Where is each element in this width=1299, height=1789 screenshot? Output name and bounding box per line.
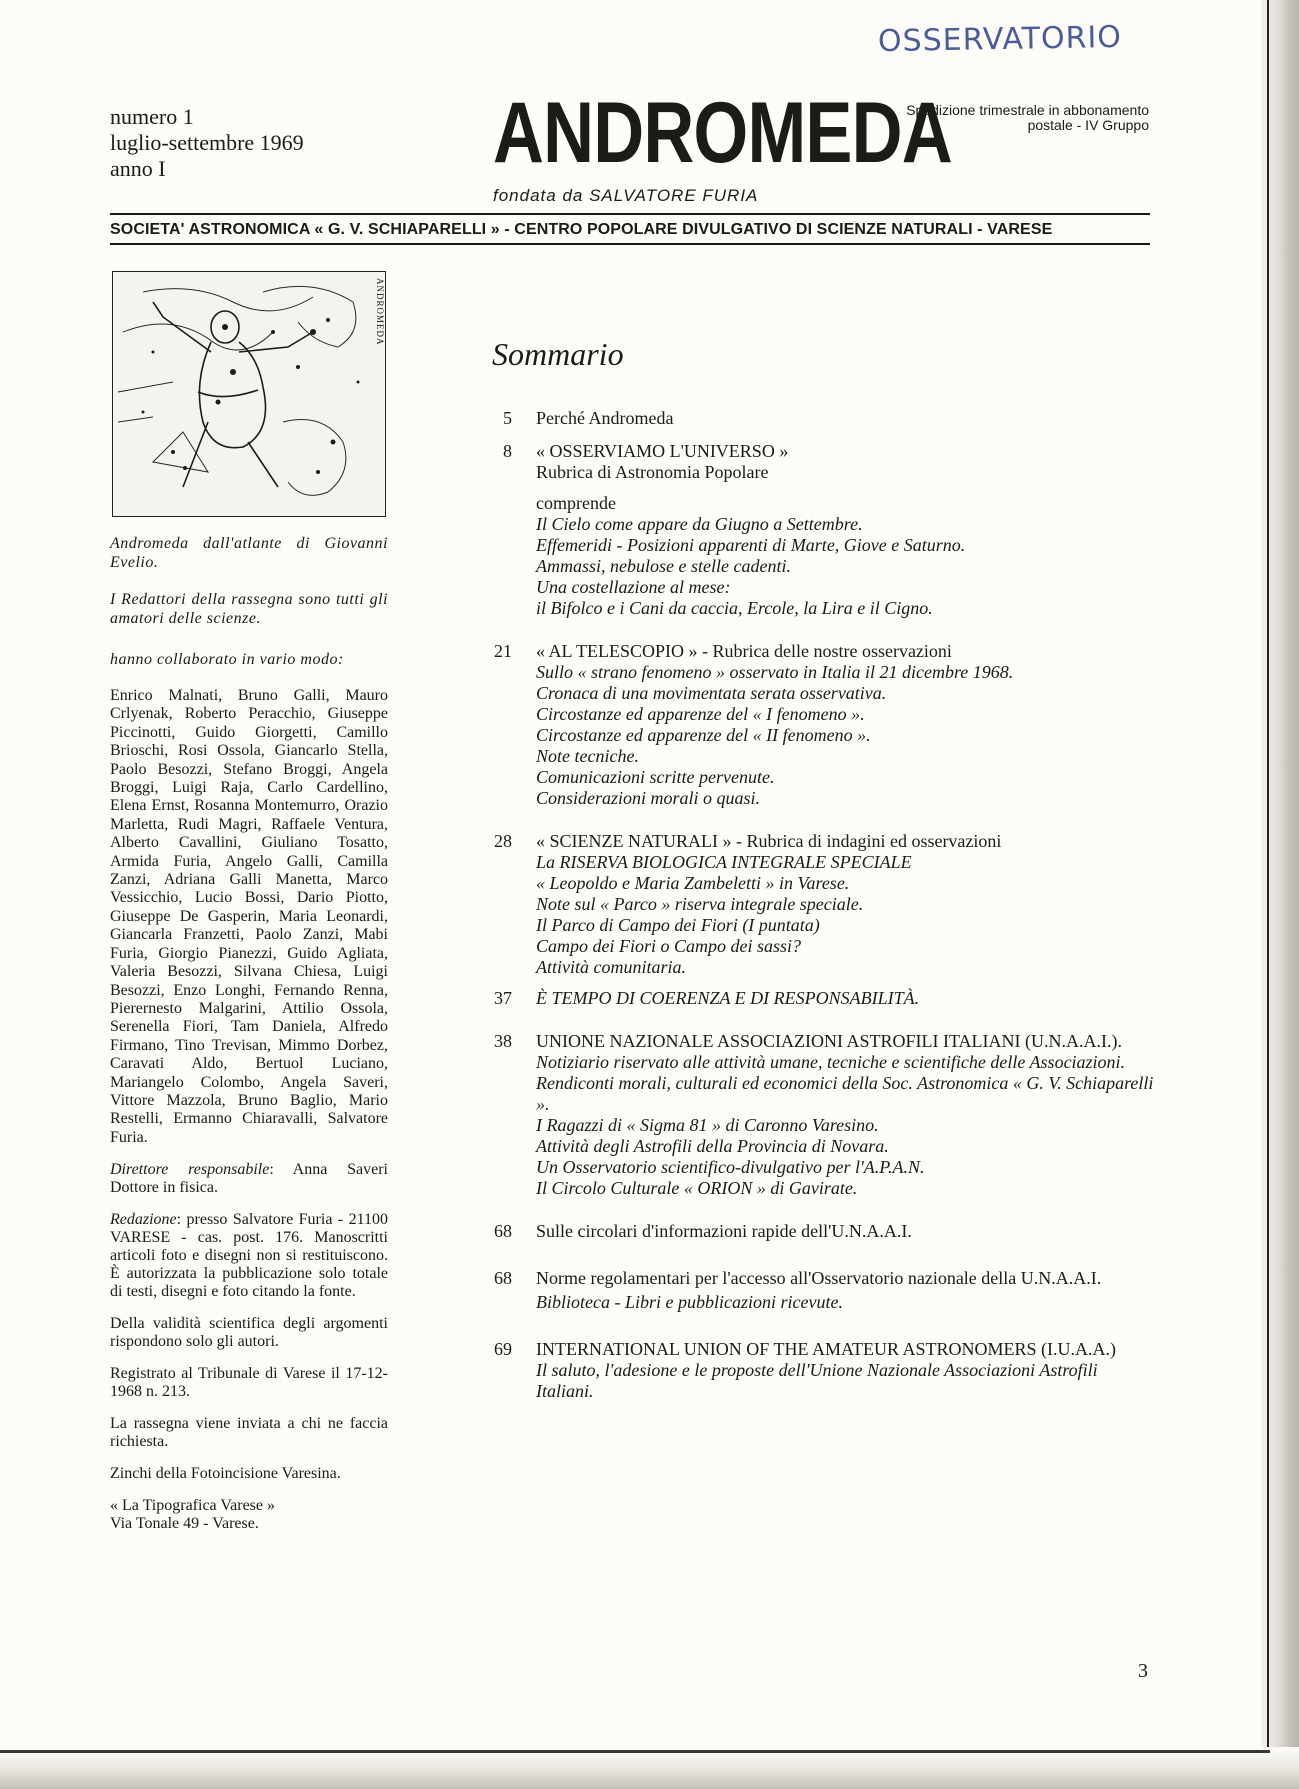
toc-entry xyxy=(478,1031,1158,1199)
shipping-note xyxy=(906,103,1149,133)
header-rule-bottom xyxy=(110,243,1150,245)
shipping-line-1: Spedizione trimestrale in abbonamento xyxy=(906,102,1149,118)
printer-address: Via Tonale 49 - Varese. xyxy=(110,1515,259,1533)
toc-title: INTERNATIONAL UNION OF THE AMATEUR ASTRONOMERS (I.U.A.A.) xyxy=(536,1339,1116,1359)
toc-subitem: Considerazioni morali o quasi. xyxy=(536,788,761,808)
redactors-note: I Redattori della rassegna sono tutti gli amatori delle scienze. xyxy=(110,591,388,627)
printer-name: « La Tipografica Varese » xyxy=(110,1497,275,1515)
registration-note: Registrato al Tribunale di Varese il 17-12-1968 n. 213. xyxy=(110,1365,388,1401)
toc-subitem: Circostanze ed apparenze del « I fenomeno ». xyxy=(536,704,865,724)
toc-note: comprende xyxy=(536,493,616,513)
toc-subitem: Il Parco di Campo dei Fiori (I puntata) xyxy=(536,915,820,935)
society-line: SOCIETA' ASTRONOMICA « G. V. SCHIAPARELLI » - CENTRO POPOLARE DIVULGATIVO DI SCIENZE NATURALI - VARESE xyxy=(110,221,1053,238)
toc-entry xyxy=(478,641,1158,809)
toc-page: 37 xyxy=(494,988,512,1008)
editorial-label: Redazione xyxy=(110,1211,177,1229)
validity-note: Della validità scientifica degli argomenti rispondono solo gli autori. xyxy=(110,1315,388,1351)
toc-subitem: Una costellazione al mese: xyxy=(536,577,731,597)
page-number: 3 xyxy=(1138,1660,1148,1682)
page-edge-bottom xyxy=(0,1747,1299,1789)
director-label: Direttore responsabile xyxy=(110,1161,270,1179)
toc-title: « OSSERVIAMO L'UNIVERSO » xyxy=(536,441,789,461)
toc-subitem: Rendiconti morali, culturali ed economici della Soc. Astronomica « G. V. Schiaparelli ». xyxy=(536,1073,1154,1114)
figure-caption: Andromeda dall'atlante di Giovanni Evelio. xyxy=(110,535,388,571)
toc-subitem: Cronaca di una movimentata serata osservativa. xyxy=(536,683,887,703)
toc-entry xyxy=(478,1221,1158,1242)
toc-title: UNIONE NAZIONALE ASSOCIAZIONI ASTROFILI ITALIANI (U.N.A.A.I.). xyxy=(536,1031,1122,1051)
issue-period: luglio-settembre 1969 xyxy=(110,130,304,155)
toc-page: 28 xyxy=(494,831,512,851)
toc-entry xyxy=(478,441,1158,619)
toc-title: Perché Andromeda xyxy=(536,408,674,428)
header-rule-top xyxy=(110,213,1150,215)
toc-title: « SCIENZE NATURALI » - Rubrica di indagini ed osservazioni xyxy=(536,831,1002,851)
toc-subitem: Ammassi, nebulose e stelle cadenti. xyxy=(536,556,791,576)
director-value: : Anna Saveri Dottore in fisica. xyxy=(110,1161,388,1197)
page-edge-line xyxy=(1267,0,1269,1750)
toc-subitem: Biblioteca - Libri e pubblicazioni ricevute. xyxy=(536,1292,843,1312)
toc-page: 68 xyxy=(494,1268,512,1288)
toc-title: Norme regolamentari per l'accesso all'Osservatorio nazionale della U.N.A.A.I. xyxy=(536,1268,1102,1288)
figure-label: ANDROMEDA xyxy=(375,278,385,346)
toc-entry xyxy=(478,1339,1158,1402)
toc-subitem: Un Osservatorio scientifico-divulgativo per l'A.P.A.N. xyxy=(536,1157,925,1177)
toc-page: 8 xyxy=(503,441,512,461)
issue-info xyxy=(110,104,304,182)
toc-page: 21 xyxy=(494,641,512,661)
andromeda-engraving xyxy=(112,271,386,517)
toc-page: 38 xyxy=(494,1031,512,1051)
toc-subtitle: Rubrica di Astronomia Popolare xyxy=(536,462,769,482)
toc-subitem: La RISERVA BIOLOGICA INTEGRALE SPECIALE xyxy=(536,852,912,872)
toc-page: 68 xyxy=(494,1221,512,1241)
founded-by: fondata da SALVATORE FURIA xyxy=(493,186,759,205)
toc-subitem: Circostanze ed apparenze del « II fenomeno ». xyxy=(536,725,871,745)
editorial-value: : presso Salvatore Furia - 21100 VARESE - cas. post. 176. Manoscritti articoli foto e disegni non si restituiscono. È autorizzata la pubblicazione solo totale di testi, disegni e foto citando la fonte. xyxy=(110,1211,388,1301)
toc-subitem: Note tecniche. xyxy=(536,746,639,766)
editorial-line xyxy=(110,1211,388,1301)
distribution-note: La rassegna viene inviata a chi ne faccia richiesta. xyxy=(110,1415,388,1451)
toc-entry xyxy=(478,988,1158,1009)
toc-subitem: Campo dei Fiori o Campo dei sassi? xyxy=(536,936,802,956)
toc-entry xyxy=(478,408,1158,429)
constellation-illustration xyxy=(113,272,385,516)
toc-title: Sulle circolari d'informazioni rapide dell'U.N.A.A.I. xyxy=(536,1221,912,1241)
toc-subitem: Sullo « strano fenomeno » osservato in Italia il 21 dicembre 1968. xyxy=(536,662,1014,682)
toc-subitem: Il Cielo come appare da Giugno a Settembre. xyxy=(536,514,863,534)
toc-title: « AL TELESCOPIO » - Rubrica delle nostre osservazioni xyxy=(536,641,952,661)
toc-subitem: Effemeridi - Posizioni apparenti di Marte, Giove e Saturno. xyxy=(536,535,966,555)
director-line xyxy=(110,1161,388,1197)
page-edge-bottom-line xyxy=(0,1750,1270,1753)
toc-subitem: Note sul « Parco » riserva integrale speciale. xyxy=(536,894,864,914)
issue-year: anno I xyxy=(110,156,166,181)
table-of-contents xyxy=(478,408,1158,1402)
engraving-credit: Zinchi della Fotoincisione Varesina. xyxy=(110,1465,341,1483)
contributors-label: hanno collaborato in vario modo: xyxy=(110,651,344,668)
toc-entry xyxy=(478,831,1158,978)
toc-page: 69 xyxy=(494,1339,512,1359)
handwritten-stamp: OSSERVATORIO xyxy=(877,19,1123,60)
masthead-title: ANDROMEDA xyxy=(493,85,952,181)
toc-entry xyxy=(478,1268,1158,1313)
contributors-list: Enrico Malnati, Bruno Galli, Mauro Crlyenak, Roberto Peracchio, Giuseppe Piccinotti, Guido Giorgetti, Camillo Brioschi, Rosi Ossola, Giancarlo Stella, Paolo Besozzi, Stefano Broggi, Angela Broggi, Luigi Raja, Carlo Cardellino, Elena Ernst, Rosanna Montemurro, Orazio Marletta, Rudi Magri, Raffaele Ventura, Alberto Cavallini, Giuliano Tosatto, Armida Furia, Angelo Galli, Camilla Zanzi, Adriana Galli Manetta, Marco Vessicchio, Lucio Bossi, Dario Piotto, Giuseppe De Gasperin, Maria Leonardi, Giancarla Franzetti, Paolo Zanzi, Mabi Furia, Giorgio Pianezzi, Guido Agliata, Valeria Besozzi, Silvana Chiesa, Luigi Besozzi, Enzo Longhi, Fernando Renna, Pierernesto Malgarini, Attilio Ossola, Serenella Fiori, Tam Daniela, Alfredo Firmano, Tino Trevisan, Mimmo Dorbez, Caravati Aldo, Bertuol Luciano, Mariangelo Colombo, Angela Saveri, Vittore Mazzola, Bruno Baglio, Mario Restelli, Ermanno Chiaravalli, Salvatore Furia. xyxy=(110,687,388,1146)
toc-subitem: Attività degli Astrofili della Provincia di Novara. xyxy=(536,1136,889,1156)
toc-subitem: Notiziario riservato alle attività umane, tecniche e scientifiche delle Associazioni. xyxy=(536,1052,1126,1072)
toc-subitem: Il saluto, l'adesione e le proposte dell'Unione Nazionale Associazioni Astrofili Italiani. xyxy=(536,1360,1098,1401)
toc-subitem: il Bifolco e i Cani da caccia, Ercole, la Lira e il Cigno. xyxy=(536,598,933,618)
toc-subitem: « Leopoldo e Maria Zambeletti » in Varese. xyxy=(536,873,850,893)
toc-subitem: Il Circolo Culturale « ORION » di Gavirate. xyxy=(536,1178,858,1198)
toc-subitem: I Ragazzi di « Sigma 81 » di Caronno Varesino. xyxy=(536,1115,879,1135)
toc-title: È TEMPO DI COERENZA E DI RESPONSABILITÀ. xyxy=(536,988,920,1008)
summary-heading: Sommario xyxy=(492,336,624,372)
toc-subitem: Attività comunitaria. xyxy=(536,957,686,977)
toc-subitem: Comunicazioni scritte pervenute. xyxy=(536,767,775,787)
toc-page: 5 xyxy=(503,408,512,428)
sidebar-colophon xyxy=(110,534,388,1533)
issue-number: numero 1 xyxy=(110,104,194,129)
shipping-line-2: postale - IV Gruppo xyxy=(1027,117,1149,133)
